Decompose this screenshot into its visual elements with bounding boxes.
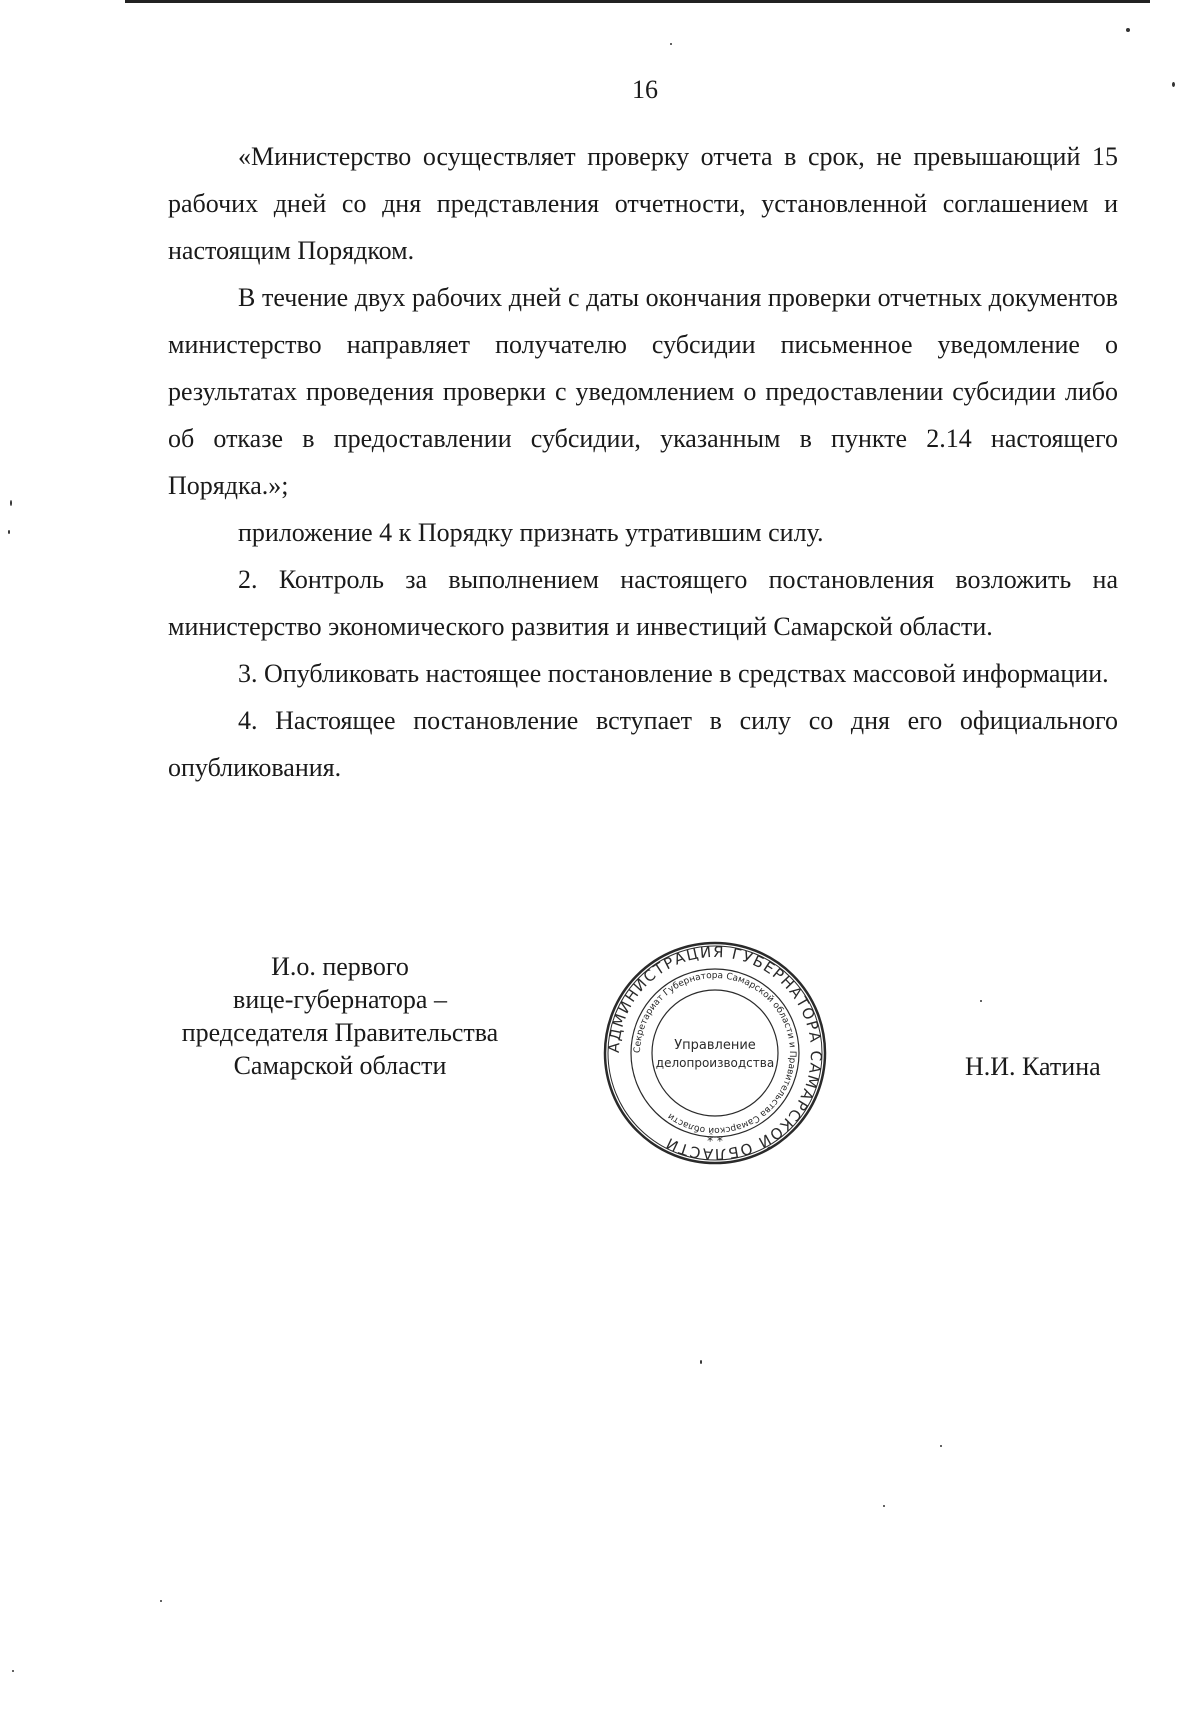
scan-speck [1126,28,1130,32]
seal-outer-text: АДМИНИСТРАЦИЯ ГУБЕРНАТОРА САМАРСКОЙ ОБЛАСТИ [604,942,826,1164]
scan-speck [670,43,672,45]
scan-speck [12,1670,14,1672]
scan-speck [8,530,10,534]
scan-speck [883,1505,885,1507]
seal-inner-ring [652,990,778,1116]
scan-speck [980,1000,982,1002]
paragraph-4: 2. Контроль за выполнением настоящего постановления возложить на министерство экономического развития и инвестиций Самарской области. [168,565,1118,641]
seal-center-line-1: Управление [674,1038,756,1053]
signer-title-line-3: председателя Правительства [181,1018,499,1047]
seal-center-line-2: делопроизводства [655,1056,775,1070]
seal-middle-ring [631,969,799,1137]
paragraph-3: приложение 4 к Порядку признать утратившим силу. [238,518,824,547]
scan-speck [1172,82,1175,87]
paragraph-6: 4. Настоящее постановление вступает в силу со дня его официального опубликования. [168,706,1118,782]
top-rule [125,0,1150,3]
signer-title-line-2: вице-губернатора – [233,985,447,1014]
paragraph-1: «Министерство осуществляет проверку отчета в срок, не превышающий 15 рабочих дней со дня представления отчетности, установленной соглашением и настоящим Порядком. [168,142,1118,265]
paragraph-2: В течение двух рабочих дней с даты окончания проверки отчетных документов министерство направляет получателю субсидии письменное уведомление о результатах проведения проверки с уведомлением о предоставлении субсидии либо об отказе в предоставлении субсидии, указанным в пункте 2.14 настоящего Порядка.»; [168,283,1118,500]
paragraph-5: 3. Опубликовать настоящее постановление в средствах массовой информации. [238,659,1109,688]
signer-name: Н.И. Катина [965,1052,1101,1081]
scan-speck [10,500,12,506]
signer-title-line-4: Самарской области [233,1051,447,1080]
scan-speck [160,1600,162,1602]
scan-speck [700,1360,702,1364]
signer-title-line-1: И.о. первого [271,952,409,981]
scan-speck [940,1445,942,1447]
official-seal [600,938,830,1168]
page-number: 16 [632,75,658,104]
seal-inner-text: Секретариат Губернатора Самарской области и Правительства Самарской области [632,970,798,1136]
seal-star-icon: * * [707,1134,723,1148]
document-body [168,133,1118,791]
signer-title [150,950,530,1082]
